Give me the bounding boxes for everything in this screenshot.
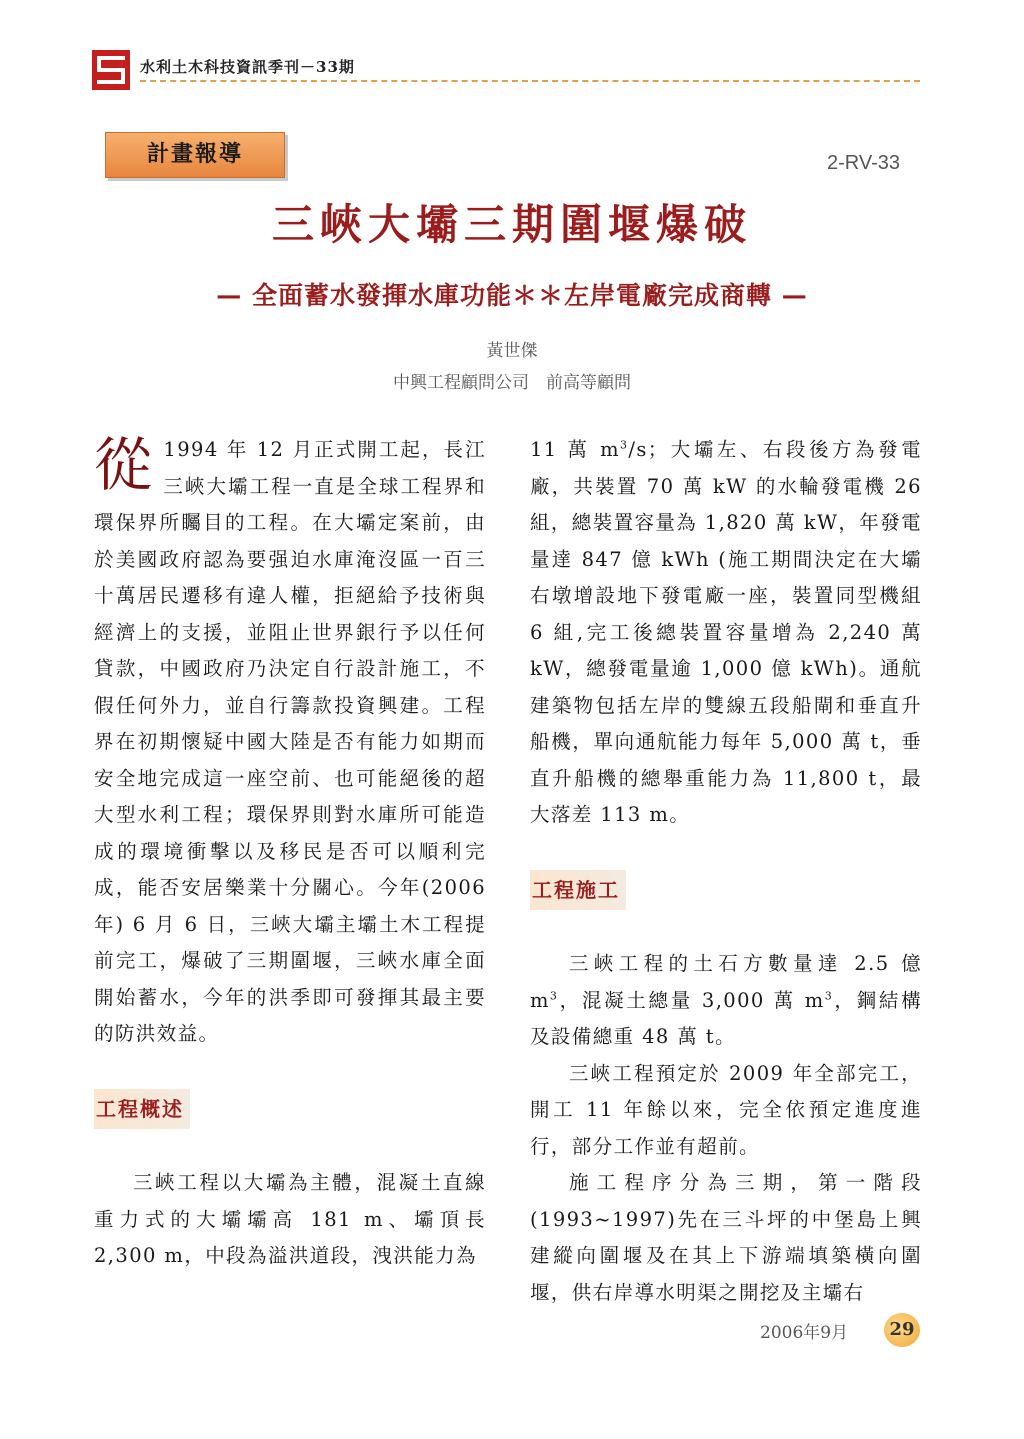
section-heading-overview: 工程概述 xyxy=(94,1089,190,1130)
section-heading-construction-wrap xyxy=(530,870,922,911)
page-number: 29 xyxy=(884,1313,920,1347)
p1-text-c: ，鋼結構及設備總重 48 萬 t。 xyxy=(530,988,922,1048)
continued-text-a: 11 萬 m xyxy=(530,438,620,461)
construction-paragraph-2: 三峽工程預定於 2009 年全部完工，開工 11 年餘以來，完全依預定進度進行，部分工作並有超前。 xyxy=(530,1061,922,1158)
article-subtitle: — 全面蓄水發揮水庫功能＊＊左岸電廠完成商轉 — xyxy=(216,281,808,310)
construction-paragraph-1 xyxy=(530,946,922,1056)
category-label: 計畫報導 xyxy=(146,142,243,167)
section-heading-overview-wrap xyxy=(94,1089,486,1130)
article-code: 2-RV-33 xyxy=(826,152,900,174)
left-column xyxy=(94,432,486,1275)
construction-paragraph-3: 施工程序分為三期，第一階段 (1993~1997)先在三斗坪的中堡島上興建縱向圍堰及在其上下游端填築橫向圍堰，供右岸導水明渠之開挖及主壩右 xyxy=(530,1171,922,1304)
right-column xyxy=(530,432,922,1311)
category-tag xyxy=(105,132,285,178)
p1-text-a: 三峽工程的土石方數量達 2.5 億 m xyxy=(530,952,922,1012)
header-divider xyxy=(140,80,920,86)
superscript: 3 xyxy=(549,989,559,1002)
p1-text-b: ，混凝土總量 3,000 萬 m xyxy=(558,988,825,1012)
continued-text-b: /s；大壩左、右段後方為發電廠，共裝置 70 萬 kW 的水輪發電機 26 組，總裝置容量為 1,820 萬 kW，年發電量達 847 億 kWh (施工期間決定在大壩右墩增設地下發電廠一座，裝置同型機組 6 組,完工後總裝置容量增為 2,240 萬 kW，總發電量逾 1,000 億 kWh)。通航建築物包括左岸的雙線五段船閘和垂直升船機，單向通航能力每年 5,000 萬 t，垂直升船機的總舉重能力為 11,800 t，最大落差 113 m。 xyxy=(530,438,922,826)
article-title: 三峽大壩三期圍堰爆破 xyxy=(271,200,752,249)
drop-cap: 從 xyxy=(94,431,154,499)
intro-text: 1994 年 12 月正式開工起，長江三峽大壩工程一直是全球工程界和環保界所矚目的工程。在大壩定案前，由於美國政府認為要强迫水庫淹沒區一百三十萬居民遷移有違人權，拒絕給予技術與經濟上的支援，並阻止世界銀行予以任何貸款，中國政府乃決定自行設計施工，不假任何外力，並自行籌款投資興建。工程界在初期懷疑中國大陸是否有能力如期而安全地完成這一座空前、也可能絕後的超大型水利工程；環保界則對水庫所可能造成的環境衝擊以及移民是否可以順利完成，能否安居樂業十分關心。今年(2006 年) 6 月 6 日，三峽大壩主壩土木工程提前完工，爆破了三期圍堰，三峽水庫全面開始蓄水，今年的洪季即可發揮其最主要的防洪效益。 xyxy=(94,438,486,1045)
publication-title: 水利土木科技資訊季刊－33期 xyxy=(140,58,355,76)
superscript: 3 xyxy=(620,438,629,452)
intro-paragraph xyxy=(94,432,486,1053)
logo-icon xyxy=(92,50,130,90)
superscript: 3 xyxy=(824,989,834,1002)
overview-paragraph: 三峽工程以大壩為主體，混凝土直線重力式的大壩壩高 181 m、壩頂長 2,300 m，中段為溢洪道段，洩洪能力為 xyxy=(94,1171,486,1267)
continued-paragraph xyxy=(530,432,922,834)
author-affiliation: 中興工程顧問公司 前高等顧問 xyxy=(393,373,631,393)
issue-date: 2006年9月 xyxy=(760,1323,849,1343)
section-heading-construction: 工程施工 xyxy=(530,870,626,911)
author-name: 黃世傑 xyxy=(486,341,538,361)
